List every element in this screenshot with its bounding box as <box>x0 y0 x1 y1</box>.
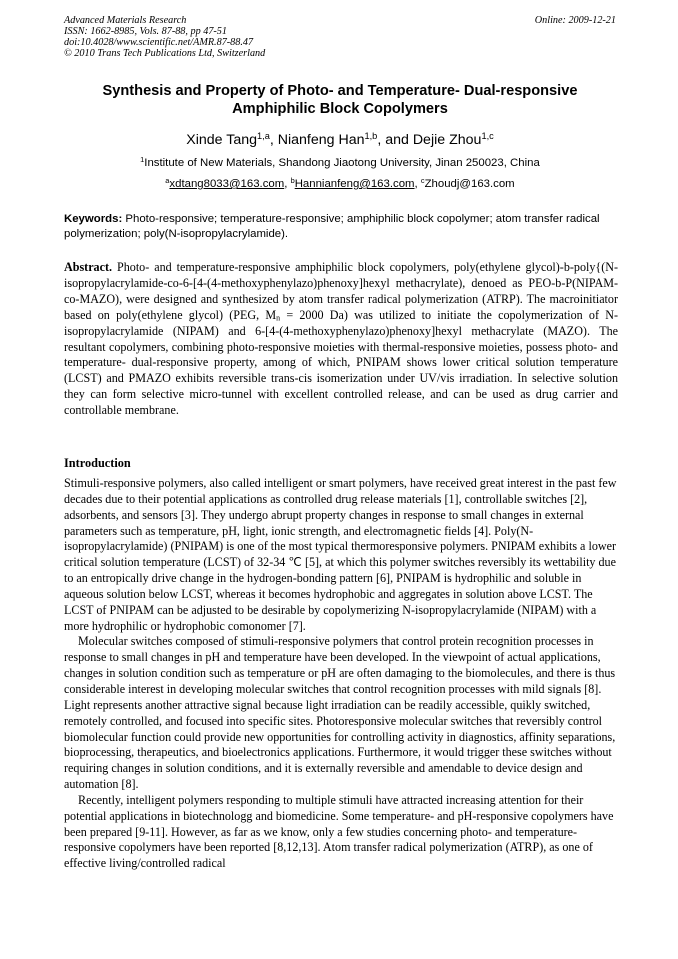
body-paragraph: Recently, intelligent polymers responding to multiple stimuli have attracted increasing attention for their potential applications in biotechnologg and biomedicine. Some temperature- and pH-responsive copolymers have been prepared [9-11]. However, as far as we know, only a few studies concerning photo- and temperature-responsive copolymers have been reported [8,12,13]. Atom transfer radical polymerization (ATRP), as one of effective living/controlled radical <box>64 792 614 871</box>
author-separator: , and <box>377 132 413 148</box>
affiliation <box>60 156 620 170</box>
author-name: Dejie Zhou <box>412 132 482 148</box>
email-superscript: c <box>420 175 425 185</box>
copyright-line: © 2010 Trans Tech Publications Ltd, Switzerland <box>64 48 266 59</box>
journal-name: Advanced Materials Research <box>64 15 187 26</box>
abstract-text: = 2000 Da) was utilized to initiate the copolymerization of N-isopropylacrylamide (NIPAM) and 6-[4-(4-methoxyphenylazo)phenoxy]hexyl methacrylate (MAZO). The resultant copolymers, combining photo-responsive moieties with thermal-responsive moieties, possess photo- and temperature- dual-responsive property, among of which, PNIPAM shows lower critical solution temperature (LCST) and PMAZO exhibits reversible trans-cis isomerization under UV/vis irradiation. In selective solution they can form selective micro-tunnel with excellent controlled release, and can be used as drug carrier and controllable membrane. <box>64 307 618 418</box>
abstract-label: Abstract. <box>64 260 113 274</box>
author-list <box>60 131 620 149</box>
email-separator: , <box>284 178 291 190</box>
author-superscript: 1,c <box>481 130 494 141</box>
title-line-1: Synthesis and Property of Photo- and Temperature- Dual-responsive <box>102 83 578 99</box>
abstract-subscript: n <box>276 313 281 323</box>
email-separator: , <box>414 178 421 190</box>
issn-line: ISSN: 1662-8985, Vols. 87-88, pp 47-51 <box>64 26 227 37</box>
author-superscript: 1,a <box>257 130 270 141</box>
email-superscript: b <box>290 175 295 185</box>
keywords-text: Photo-responsive; temperature-responsive; amphiphilic block copolymer; atom transfer radical polymerization; poly(N-isopropylacrylamide). <box>64 213 600 240</box>
email-link[interactable]: Hannianfeng@163.com <box>294 178 415 190</box>
abstract-text: Photo- and temperature-responsive amphiphilic block copolymers, poly(ethylene glycol)-b-poly{(N-isopropylacrylamide-co-6-[4-(4-methoxyphenylazo)phenoxy]hexyl methacrylate), denoed as PEO-b-P(NIPAM-co-MAZO), were designed and synthesized by atom transfer radical polymerization (ATRP). The macroinitiator based on poly(ethylene glycol) (PEG, M <box>64 260 618 322</box>
running-header <box>64 15 616 59</box>
email-superscript: a <box>165 175 170 185</box>
affiliation-superscript: 1 <box>140 154 145 164</box>
online-date: Online: 2009-12-21 <box>534 15 616 26</box>
keywords-label: Keywords: <box>64 213 123 225</box>
affiliation-text: Institute of New Materials, Shandong Jiaotong University, Jinan 250023, China <box>144 157 540 169</box>
introduction-body <box>64 476 618 872</box>
email-link[interactable]: xdtang8033@163.com <box>169 178 285 190</box>
author-name: Xinde Tang <box>186 132 257 148</box>
section-heading-introduction: Introduction <box>64 456 131 470</box>
author-emails <box>60 177 620 191</box>
keywords-block <box>64 212 618 241</box>
title-line-2: Amphiphilic Block Copolymers <box>232 101 448 117</box>
doi-line: doi:10.4028/www.scientific.net/AMR.87-88.47 <box>64 37 254 48</box>
body-paragraph: Molecular switches composed of stimuli-responsive polymers that control protein recognition processes in response to small changes in pH and temperature have been developed. In the viewpoint of actual applications, changes in solution condition such as temperature or pH are often damaging to the biomolecules, and there is thus considerable interest in developing molecular switches that control recognition processes with mild signals [8]. Light represents another attractive signal because light irradiation can be readily accessible, quikly switched, remotely controlled, and focused into specific sites. Photoresponsive molecular switches that reversibly control biomolecular function could provide new opportunities for controlling activity in diagnostics, affinity separations, bioprocessing, therapeutics, and bioelectronics applications. Furthermore, it would trigger these switches without requiring changes in solution conditions, and it is externally reversible and amendable to device design and automation [8]. <box>64 634 616 792</box>
paper-title <box>60 82 620 118</box>
author-superscript: 1,b <box>364 130 378 141</box>
author-separator: , <box>269 132 278 148</box>
body-paragraph: Stimuli-responsive polymers, also called intelligent or smart polymers, have received great interest in the past few decades due to their potential applications as controlled drug release materials [1], controllable switches [2], adsorbents, and sensors [3]. They undergo abrupt property changes in response to small changes in external parameters such as temperature, pH, light, ionic strength, and electromagnetic fields [4]. Poly(N-isopropylacrylamide) (PNIPAM) is one of the most typical thermoresponsive polymers. PNIPAM exhibits a lower critical solution temperature (LCST) of 32-34 ℃ [5], at which this polymer switches reversibly its wettability due to an entropically drive change in the hydrogen-bonding pattern [6], PNIPAM is hydrophilic and soluble in aqueous solution below LCST, whereas it becomes hydrophobic and aggregates in solution above LCST. The LCST of PNIPAM can be adjusted to be desirable by copolymerizing N-isopropylacrylamide (NIPAM) with a more hydrophilic or hydrophobic comonomer [7]. <box>64 476 617 633</box>
abstract-block <box>64 260 618 419</box>
author-name: Nianfeng Han <box>277 132 365 148</box>
email-text: Zhoudj@163.com <box>424 178 515 190</box>
